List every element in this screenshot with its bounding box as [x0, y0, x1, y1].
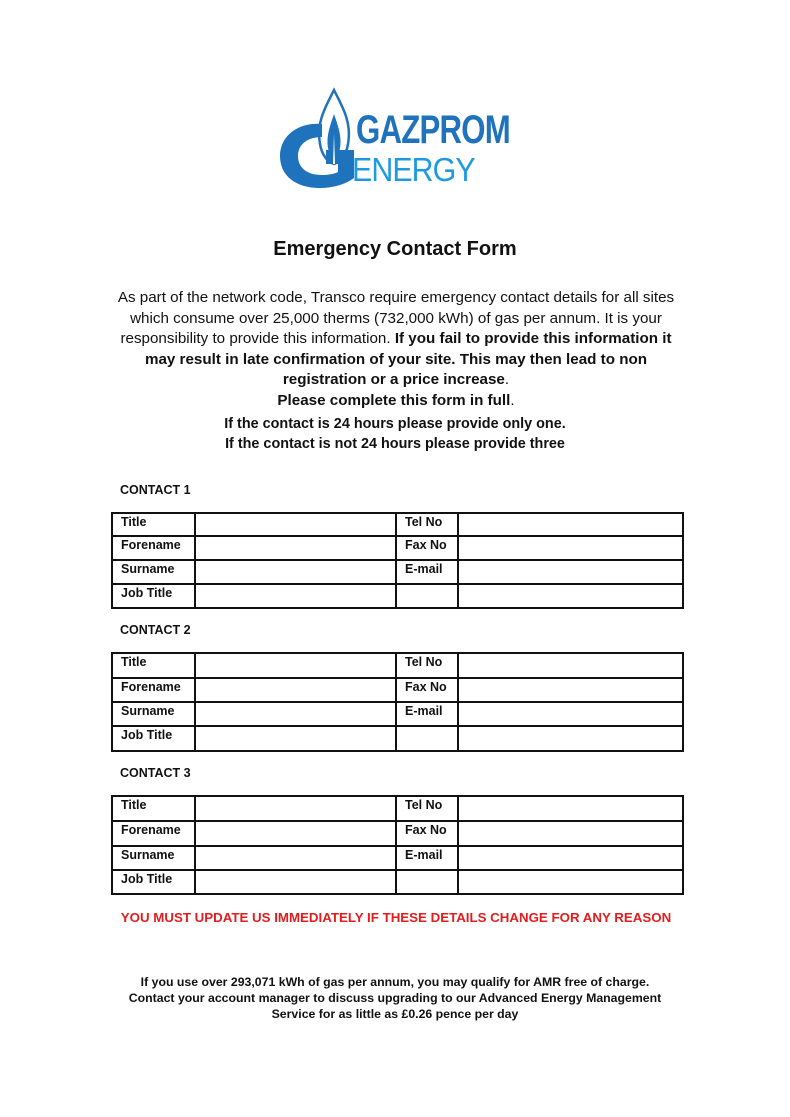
empty-value-cell[interactable]	[458, 870, 683, 894]
table-row	[112, 678, 683, 702]
intro-bold-text: If you fail to provide this information it may result in late confirmation of your site. This may then lead to non registration or a price increase	[144, 330, 672, 388]
forename-input[interactable]	[195, 678, 396, 702]
contact-1-heading: CONTACT 1	[120, 483, 191, 497]
intro-bold-period: .	[504, 371, 510, 388]
table-row	[112, 560, 683, 584]
field-label-tel: Tel No	[396, 653, 458, 678]
field-label-forename: Forename	[112, 678, 195, 702]
note-line-2: If the contact is not 24 hours please provide three	[225, 436, 565, 452]
fax-input[interactable]	[458, 821, 683, 846]
contact-2-table	[111, 652, 684, 752]
field-label-surname: Surname	[112, 846, 195, 870]
forename-input[interactable]	[195, 821, 396, 846]
update-warning: YOU MUST UPDATE US IMMEDIATELY IF THESE DETAILS CHANGE FOR ANY REASON	[120, 910, 672, 925]
table-row	[112, 653, 683, 678]
intro-regular-text: As part of the network code, Transco require emergency contact details for all sites which consume over 25,000 therms (732,000 kWh) of gas per annum. It is your responsibility to provide this information.	[117, 289, 675, 347]
field-label-job-title: Job Title	[112, 726, 195, 751]
title-input[interactable]	[195, 796, 396, 821]
empty-label-cell	[396, 726, 458, 751]
tel-input[interactable]	[458, 796, 683, 821]
empty-value-cell[interactable]	[458, 726, 683, 751]
intro-paragraph	[112, 288, 680, 411]
field-label-email: E-mail	[396, 846, 458, 870]
gazprom-energy-logo	[276, 84, 516, 192]
gazprom-flame-g-icon	[276, 84, 358, 192]
empty-value-cell[interactable]	[458, 584, 683, 608]
table-row	[112, 821, 683, 846]
fax-input[interactable]	[458, 536, 683, 560]
field-label-tel: Tel No	[396, 796, 458, 821]
field-label-job-title: Job Title	[112, 584, 195, 608]
field-label-title: Title	[112, 653, 195, 678]
field-label-fax: Fax No	[396, 821, 458, 846]
table-row	[112, 584, 683, 608]
table-row	[112, 702, 683, 726]
contact-3-table	[111, 795, 684, 895]
empty-label-cell	[396, 584, 458, 608]
amr-footer-note: If you use over 293,071 kWh of gas per annum, you may qualify for AMR free of charge. Contact your account manager to discuss upgrading to our Advanced Energy Management Service for as little as £0.26 pence per day	[128, 975, 662, 1021]
job-title-input[interactable]	[195, 584, 396, 608]
surname-input[interactable]	[195, 846, 396, 870]
fax-input[interactable]	[458, 678, 683, 702]
field-label-forename: Forename	[112, 821, 195, 846]
note-line-1: If the contact is 24 hours please provide only one.	[224, 416, 566, 432]
email-input[interactable]	[458, 702, 683, 726]
logo-wordmark-gazprom: GAZPROM	[356, 108, 511, 152]
field-label-tel: Tel No	[396, 513, 458, 536]
title-input[interactable]	[195, 513, 396, 536]
field-label-title: Title	[112, 796, 195, 821]
table-row	[112, 513, 683, 536]
table-row	[112, 846, 683, 870]
field-label-job-title: Job Title	[112, 870, 195, 894]
tel-input[interactable]	[458, 653, 683, 678]
email-input[interactable]	[458, 560, 683, 584]
surname-input[interactable]	[195, 702, 396, 726]
contact-1-table	[111, 512, 684, 609]
contact-count-note	[0, 414, 790, 454]
email-input[interactable]	[458, 846, 683, 870]
page-title: Emergency Contact Form	[273, 238, 517, 260]
field-label-surname: Surname	[112, 560, 195, 584]
table-row	[112, 536, 683, 560]
table-row	[112, 870, 683, 894]
forename-input[interactable]	[195, 536, 396, 560]
table-row	[112, 726, 683, 751]
tel-input[interactable]	[458, 513, 683, 536]
complete-form-period: .	[510, 391, 515, 409]
complete-form-instruction: Please complete this form in full	[277, 391, 511, 409]
field-label-fax: Fax No	[396, 536, 458, 560]
empty-label-cell	[396, 870, 458, 894]
contact-2-heading: CONTACT 2	[120, 623, 191, 637]
job-title-input[interactable]	[195, 870, 396, 894]
field-label-forename: Forename	[112, 536, 195, 560]
field-label-email: E-mail	[396, 560, 458, 584]
field-label-email: E-mail	[396, 702, 458, 726]
title-input[interactable]	[195, 653, 396, 678]
logo-wordmark-energy: ENERGY	[352, 151, 475, 188]
field-label-surname: Surname	[112, 702, 195, 726]
field-label-title: Title	[112, 513, 195, 536]
field-label-fax: Fax No	[396, 678, 458, 702]
table-row	[112, 796, 683, 821]
surname-input[interactable]	[195, 560, 396, 584]
contact-3-heading: CONTACT 3	[120, 766, 191, 780]
job-title-input[interactable]	[195, 726, 396, 751]
